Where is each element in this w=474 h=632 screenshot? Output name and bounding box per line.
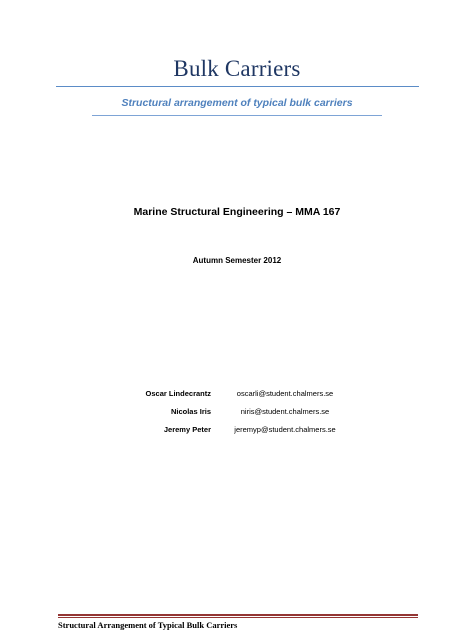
author-email: oscarli@student.chalmers.se: [236, 389, 334, 398]
semester: Autumn Semester 2012: [192, 256, 282, 265]
author-name: Oscar Lindecrantz: [145, 389, 211, 398]
subtitle-divider: [92, 115, 382, 116]
author-name: Nicolas Iris: [170, 407, 211, 416]
document-subtitle: Structural arrangement of typical bulk carriers: [121, 97, 353, 109]
document-title: Bulk Carriers: [173, 56, 301, 81]
footer-rule: [58, 614, 418, 616]
title-divider: [56, 86, 419, 87]
course-name: Marine Structural Engineering – MMA 167: [133, 206, 341, 218]
author-email: jeremyp@student.chalmers.se: [234, 425, 336, 434]
author-name: Jeremy Peter: [163, 425, 211, 434]
author-email: niris@student.chalmers.se: [240, 407, 330, 416]
page-footer: Structural Arrangement of Typical Bulk Carriers: [58, 620, 238, 630]
footer-rule-thin: [58, 617, 418, 618]
